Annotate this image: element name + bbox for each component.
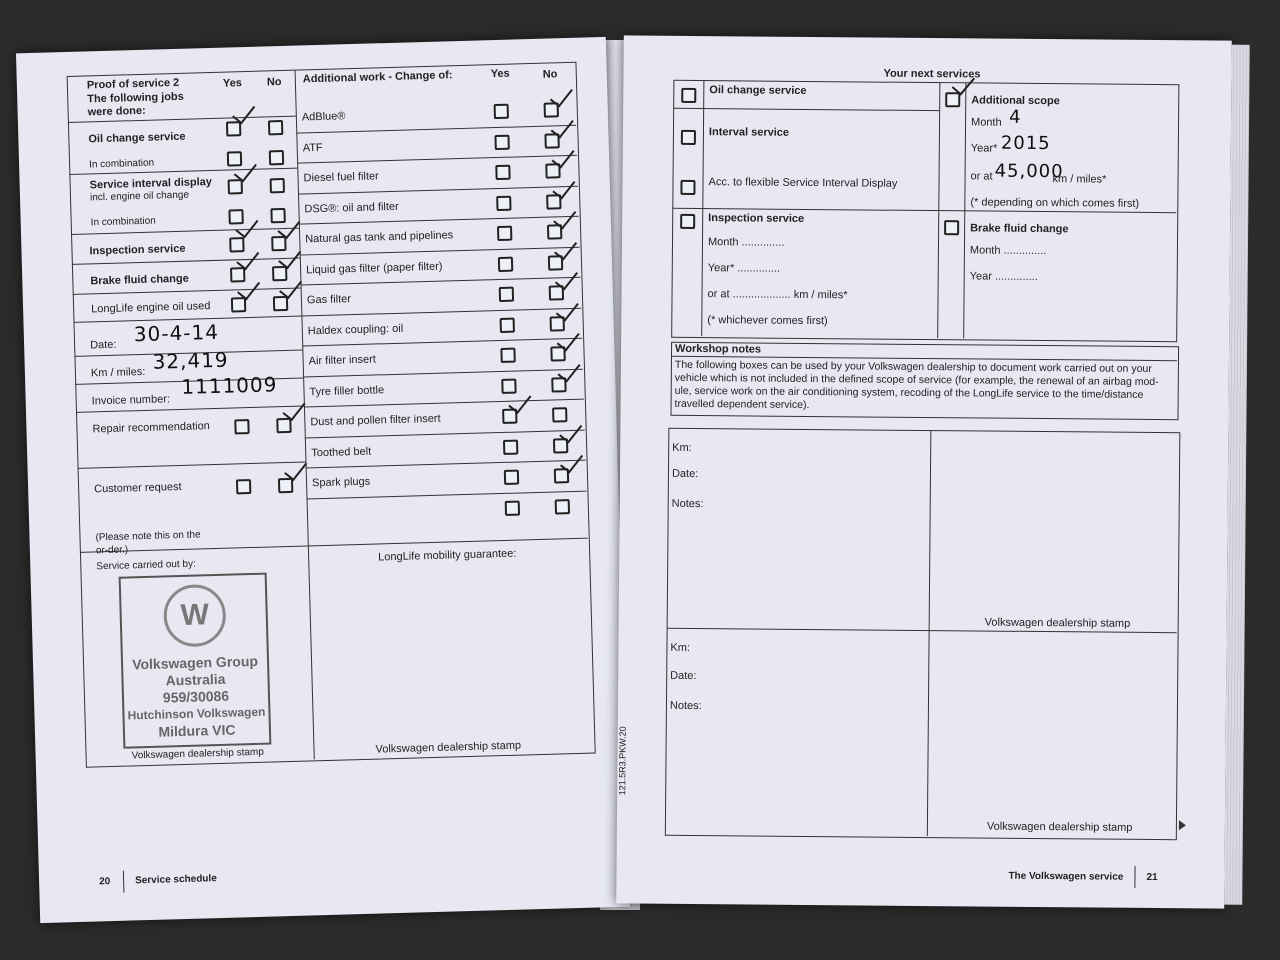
service-carried-label: Service carried out by:: [96, 558, 196, 573]
check-mark: [237, 221, 264, 242]
workshop-notes-text: The following boxes can be used by your Volkswagen dealership to document work carried out on your vehicle which is not included in the defined scope of service (for example, the renewal of an airbag mod-ule, service work on the air conditioning system, recoding of the LongLife service to the time/distance travelled dependent service).: [674, 358, 1159, 411]
additional-item-label: Liquid gas filter (paper filter): [305, 260, 443, 276]
oil-change-service-label: Oil change service: [709, 84, 807, 97]
stamp-line-4: Hutchinson Volkswagen: [127, 704, 266, 723]
check-mark: [555, 242, 582, 263]
row-oil-change: Oil change service: [88, 130, 186, 146]
flexible-interval-checkbox[interactable]: [680, 180, 695, 195]
check-mark: [234, 107, 261, 128]
oil-change-service-checkbox[interactable]: [681, 88, 696, 103]
year-label: Year*: [970, 142, 998, 155]
note-label: (Please note this on the or-der.): [95, 529, 201, 557]
additional-yes-checkbox[interactable]: [500, 317, 515, 332]
additional-item-label: Diesel fuel filter: [303, 170, 379, 185]
notes1-notes-label: Notes:: [671, 497, 704, 511]
additional-no-header: No: [542, 68, 558, 81]
notes2-km-label: Km:: [670, 641, 691, 654]
left-page: [16, 37, 630, 923]
date-label: Date:: [89, 338, 117, 352]
next-services-title: Your next services: [883, 67, 981, 81]
row-inspection: Inspection service: [89, 242, 186, 258]
dealer-stamp-imprint: [119, 573, 272, 749]
invoice-handwritten: 1111009: [181, 372, 278, 399]
check-mark: [561, 456, 588, 477]
stamp-line-3: 959/30086: [162, 687, 230, 706]
additional-yes-checkbox[interactable]: [499, 287, 514, 302]
inspection-service-checkbox[interactable]: [680, 214, 695, 229]
date-handwritten: 30-4-14: [133, 319, 220, 347]
interval-service-checkbox[interactable]: [681, 130, 696, 145]
inspection-year: Year* ..............: [707, 262, 781, 275]
check-mark: [556, 273, 583, 294]
oil-change-no-checkbox[interactable]: [268, 120, 283, 135]
check-mark: [557, 303, 584, 324]
stamp-line-5: Mildura VIC: [158, 721, 236, 740]
additional-scope-label: Additional scope: [971, 94, 1060, 108]
check-mark: [235, 165, 262, 186]
check-mark: [238, 253, 265, 274]
inspection-service-label: Inspection service: [708, 212, 805, 225]
row-longlife-oil: LongLife engine oil used: [90, 300, 211, 316]
row-in-combination-2: In combination: [90, 215, 156, 229]
or-at-label: or at: [970, 170, 993, 183]
additional-no-checkbox[interactable]: [555, 499, 570, 514]
whichever-note: (* whichever comes first): [707, 314, 828, 328]
repair-recommendation-label: Repair recommendation: [92, 420, 211, 436]
left-page-title: Service schedule: [134, 873, 217, 887]
check-mark: [510, 396, 537, 417]
brake-fluid-checkbox[interactable]: [944, 220, 959, 235]
vw-logo-icon: W: [163, 584, 227, 648]
additional-item-label: Air filter insert: [308, 353, 377, 368]
additional-no-checkbox[interactable]: [552, 407, 567, 422]
month-handwritten: 4: [1009, 106, 1022, 128]
additional-item-label: Gas filter: [306, 293, 352, 307]
interval-no-checkbox[interactable]: [270, 178, 285, 193]
additional-item-label: ATF: [302, 141, 323, 154]
check-mark: [559, 364, 586, 385]
check-mark: [551, 90, 578, 111]
additional-yes-header: Yes: [490, 67, 510, 81]
km-handwritten: 32,419: [152, 347, 229, 374]
inspection-month: Month ..............: [707, 236, 785, 249]
brake-month: Month ..............: [969, 244, 1047, 258]
additional-yes-checkbox[interactable]: [494, 104, 509, 119]
mobility-guarantee-label: LongLife mobility guarantee:: [378, 547, 517, 564]
print-code: 121.5R3.PKW.20: [617, 726, 628, 796]
additional-yes-checkbox[interactable]: [500, 348, 515, 363]
notes1-km-label: Km:: [672, 441, 692, 454]
right-page: [616, 35, 1232, 908]
km-next-handwritten: 45,000: [994, 160, 1064, 183]
interval-service-label: Interval service: [708, 126, 790, 139]
check-mark: [561, 425, 588, 446]
additional-yes-checkbox[interactable]: [498, 256, 513, 271]
no-header: No: [266, 76, 282, 89]
year-handwritten: 2015: [1000, 132, 1051, 155]
right-page-number: 21: [1146, 871, 1158, 884]
additional-work-title: Additional work - Change of:: [302, 69, 453, 86]
km-label: Km / miles:: [90, 365, 146, 380]
notes2-date-label: Date:: [670, 669, 697, 683]
dealer-stamp-label-2: Volkswagen dealership stamp: [375, 739, 522, 756]
check-mark: [552, 120, 579, 141]
additional-item-label: Toothed belt: [311, 445, 372, 459]
check-mark: [555, 212, 582, 233]
km-miles-label: km / miles*: [1052, 173, 1107, 186]
combination1-no-checkbox[interactable]: [269, 150, 284, 165]
notes-grid-frame: [665, 428, 1181, 840]
check-mark: [279, 221, 306, 242]
additional-yes-checkbox[interactable]: [505, 500, 520, 515]
continue-arrow-icon: [1179, 820, 1186, 830]
stamp-line-2: Australia: [165, 670, 226, 689]
workshop-notes-title: Workshop notes: [675, 342, 762, 356]
depending-note: (* depending on which comes first): [970, 196, 1140, 210]
row-in-combination-1: In combination: [88, 157, 155, 171]
left-page-number: 20: [98, 876, 111, 888]
notes1-dealer-stamp: Volkswagen dealership stamp: [984, 616, 1131, 630]
additional-item-label: DSG®: oil and filter: [304, 200, 399, 215]
row-service-interval-sub: incl. engine oil change: [89, 189, 190, 204]
additional-item-label: Natural gas tank and pipelines: [305, 229, 454, 246]
customer-yes-checkbox[interactable]: [236, 479, 251, 494]
additional-item-label: Tyre filler bottle: [309, 383, 385, 398]
check-mark: [554, 181, 581, 202]
brake-year: Year ..............: [969, 270, 1038, 283]
additional-yes-checkbox[interactable]: [504, 470, 519, 485]
customer-request-label: Customer request: [94, 480, 182, 496]
right-page-title: The Volkswagen service: [1008, 870, 1124, 883]
check-mark: [238, 283, 265, 304]
inspection-or-at: or at ................... km / miles*: [707, 288, 848, 302]
page-edges: [1224, 45, 1250, 905]
additional-item-label: Haldex coupling: oil: [307, 322, 404, 337]
jobs-header: The following jobs were done:: [87, 90, 184, 119]
proof-title: Proof of service 2: [86, 76, 180, 92]
row-service-interval: Service interval display: [89, 175, 213, 192]
notes2-notes-label: Notes:: [669, 699, 702, 713]
flexible-interval-label: Acc. to flexible Service Interval Display: [708, 176, 898, 190]
notes1-date-label: Date:: [671, 467, 699, 481]
additional-item-label: Dust and pollen filter insert: [310, 412, 441, 429]
dealer-stamp-label-1: Volkswagen dealership stamp: [131, 746, 265, 762]
additional-item-label: Spark plugs: [311, 475, 371, 490]
invoice-label: Invoice number:: [91, 393, 171, 408]
additional-yes-checkbox[interactable]: [496, 195, 511, 210]
additional-yes-checkbox[interactable]: [497, 226, 512, 241]
additional-yes-checkbox[interactable]: [494, 134, 509, 149]
additional-item-label: AdBlue®: [301, 110, 346, 124]
row-brake-fluid: Brake fluid change: [90, 272, 189, 288]
additional-yes-checkbox[interactable]: [501, 378, 516, 393]
repair-yes-checkbox[interactable]: [234, 419, 249, 434]
yes-header: Yes: [222, 77, 243, 90]
month-label: Month: [971, 116, 1002, 129]
additional-yes-checkbox[interactable]: [495, 165, 510, 180]
brake-fluid-label: Brake fluid change: [970, 222, 1069, 236]
check-mark: [553, 151, 580, 172]
additional-yes-checkbox[interactable]: [503, 439, 518, 454]
notes2-dealer-stamp: Volkswagen dealership stamp: [986, 820, 1133, 834]
stamp-line-1: Volkswagen Group: [131, 652, 259, 673]
check-mark: [558, 334, 585, 355]
